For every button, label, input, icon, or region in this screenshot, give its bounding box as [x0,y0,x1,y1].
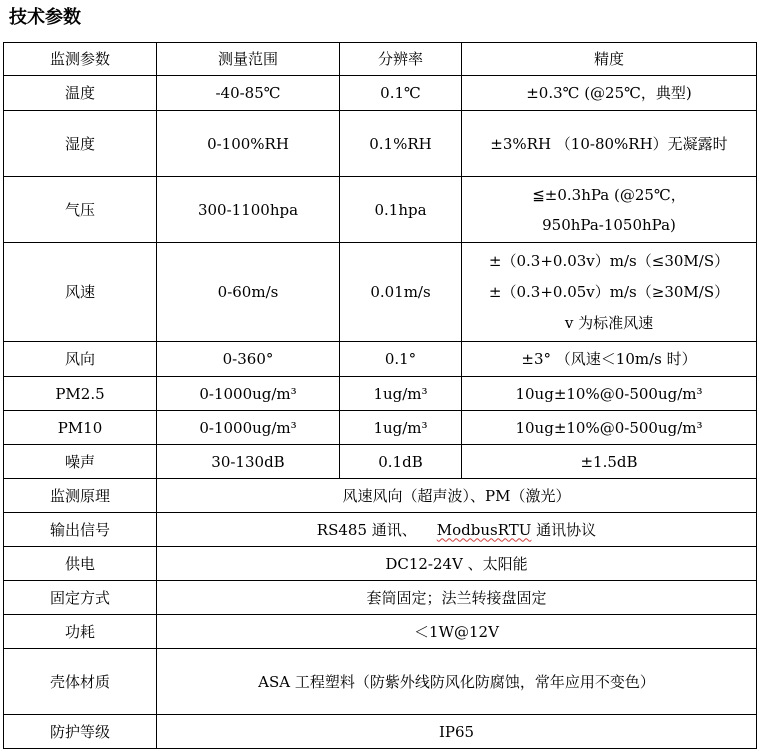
resolution-cell: 0.1hpa [340,177,462,243]
spec-table [3,42,757,749]
resolution-cell: 0.1%RH [340,111,462,177]
accuracy-line: ±0.3℃ (@25℃，典型) [526,84,692,102]
accuracy-line: ≦±0.3hPa (@25℃， [532,185,686,204]
table-header-row [4,43,757,76]
accuracy-line: ±3° （风速＜10m/s 时） [521,350,697,368]
accuracy-cell [462,177,757,243]
accuracy-cell [462,243,757,342]
accuracy-line: ±（0.3+0.05v）m/s（≥30M/S） [488,282,730,301]
table-row [4,615,757,649]
range-cell: 0-1000ug/m³ [157,411,340,445]
accuracy-line: 950hPa-1050hPa) [542,215,676,234]
param-cell: PM2.5 [4,377,157,411]
table-row [4,177,757,243]
param-cell: 噪声 [4,445,157,479]
accuracy-line: v 为标准风速 [564,313,654,332]
table-row [4,715,757,749]
spec-label-cell: 功耗 [4,615,157,649]
accuracy-line: ±1.5dB [580,452,638,471]
table-row [4,479,757,513]
accuracy-cell [462,445,757,479]
spec-label-cell: 监测原理 [4,479,157,513]
resolution-cell: 1ug/m³ [340,377,462,411]
range-cell: -40-85℃ [157,76,340,111]
accuracy-line: ±（0.3+0.03v）m/s（≤30M/S） [488,251,730,270]
section-title: 技术参数 [9,7,81,28]
param-cell: 湿度 [4,111,157,177]
output-signal-a: RS485 通讯、 [316,520,417,539]
table-row [4,411,757,445]
spec-value-cell: DC12-24V 、太阳能 [157,547,757,581]
spec-label-cell: 壳体材质 [4,649,157,715]
param-cell: PM10 [4,411,157,445]
accuracy-cell [462,342,757,377]
spec-value-cell [157,513,757,547]
table-row [4,513,757,547]
table-row [4,76,757,111]
param-cell: 风速 [4,243,157,342]
spec-label-cell: 防护等级 [4,715,157,749]
range-cell: 0-360° [157,342,340,377]
accuracy-cell [462,377,757,411]
header-resolution: 分辨率 [340,43,462,76]
output-signal-protocol: ModbusRTU [436,520,532,539]
table-row [4,649,757,715]
spec-value-cell: 套筒固定；法兰转接盘固定 [157,581,757,615]
resolution-cell: 0.1dB [340,445,462,479]
table-row [4,377,757,411]
accuracy-cell [462,76,757,111]
spec-label-cell: 供电 [4,547,157,581]
resolution-cell: 0.1℃ [340,76,462,111]
table-row [4,547,757,581]
spec-value-cell: ＜1W@12V [157,615,757,649]
table-row [4,243,757,342]
param-cell: 温度 [4,76,157,111]
spec-label-cell: 输出信号 [4,513,157,547]
output-signal-c: 通讯协议 [531,520,597,539]
table-row [4,445,757,479]
accuracy-line: ±3%RH （10-80%RH）无凝露时 [490,134,728,153]
resolution-cell: 1ug/m³ [340,411,462,445]
spec-label-cell: 固定方式 [4,581,157,615]
header-range: 测量范围 [157,43,340,76]
resolution-cell: 0.1° [340,342,462,377]
header-param: 监测参数 [4,43,157,76]
spec-value-cell: 风速风向（超声波）、PM（激光） [157,479,757,513]
accuracy-cell [462,411,757,445]
spec-value-cell: IP65 [157,715,757,749]
accuracy-cell [462,111,757,177]
accuracy-line: 10ug±10%@0-500ug/m³ [515,418,703,437]
range-cell: 0-60m/s [157,243,340,342]
table-row [4,342,757,377]
param-cell: 风向 [4,342,157,377]
resolution-cell: 0.01m/s [340,243,462,342]
accuracy-line: 10ug±10%@0-500ug/m³ [515,384,703,403]
range-cell: 0-1000ug/m³ [157,377,340,411]
range-cell: 30-130dB [157,445,340,479]
header-accuracy: 精度 [462,43,757,76]
spec-value-cell: ASA 工程塑料（防紫外线防风化防腐蚀，常年应用不变色） [157,649,757,715]
table-row [4,581,757,615]
range-cell: 0-100%RH [157,111,340,177]
param-cell: 气压 [4,177,157,243]
range-cell: 300-1100hpa [157,177,340,243]
table-row [4,111,757,177]
